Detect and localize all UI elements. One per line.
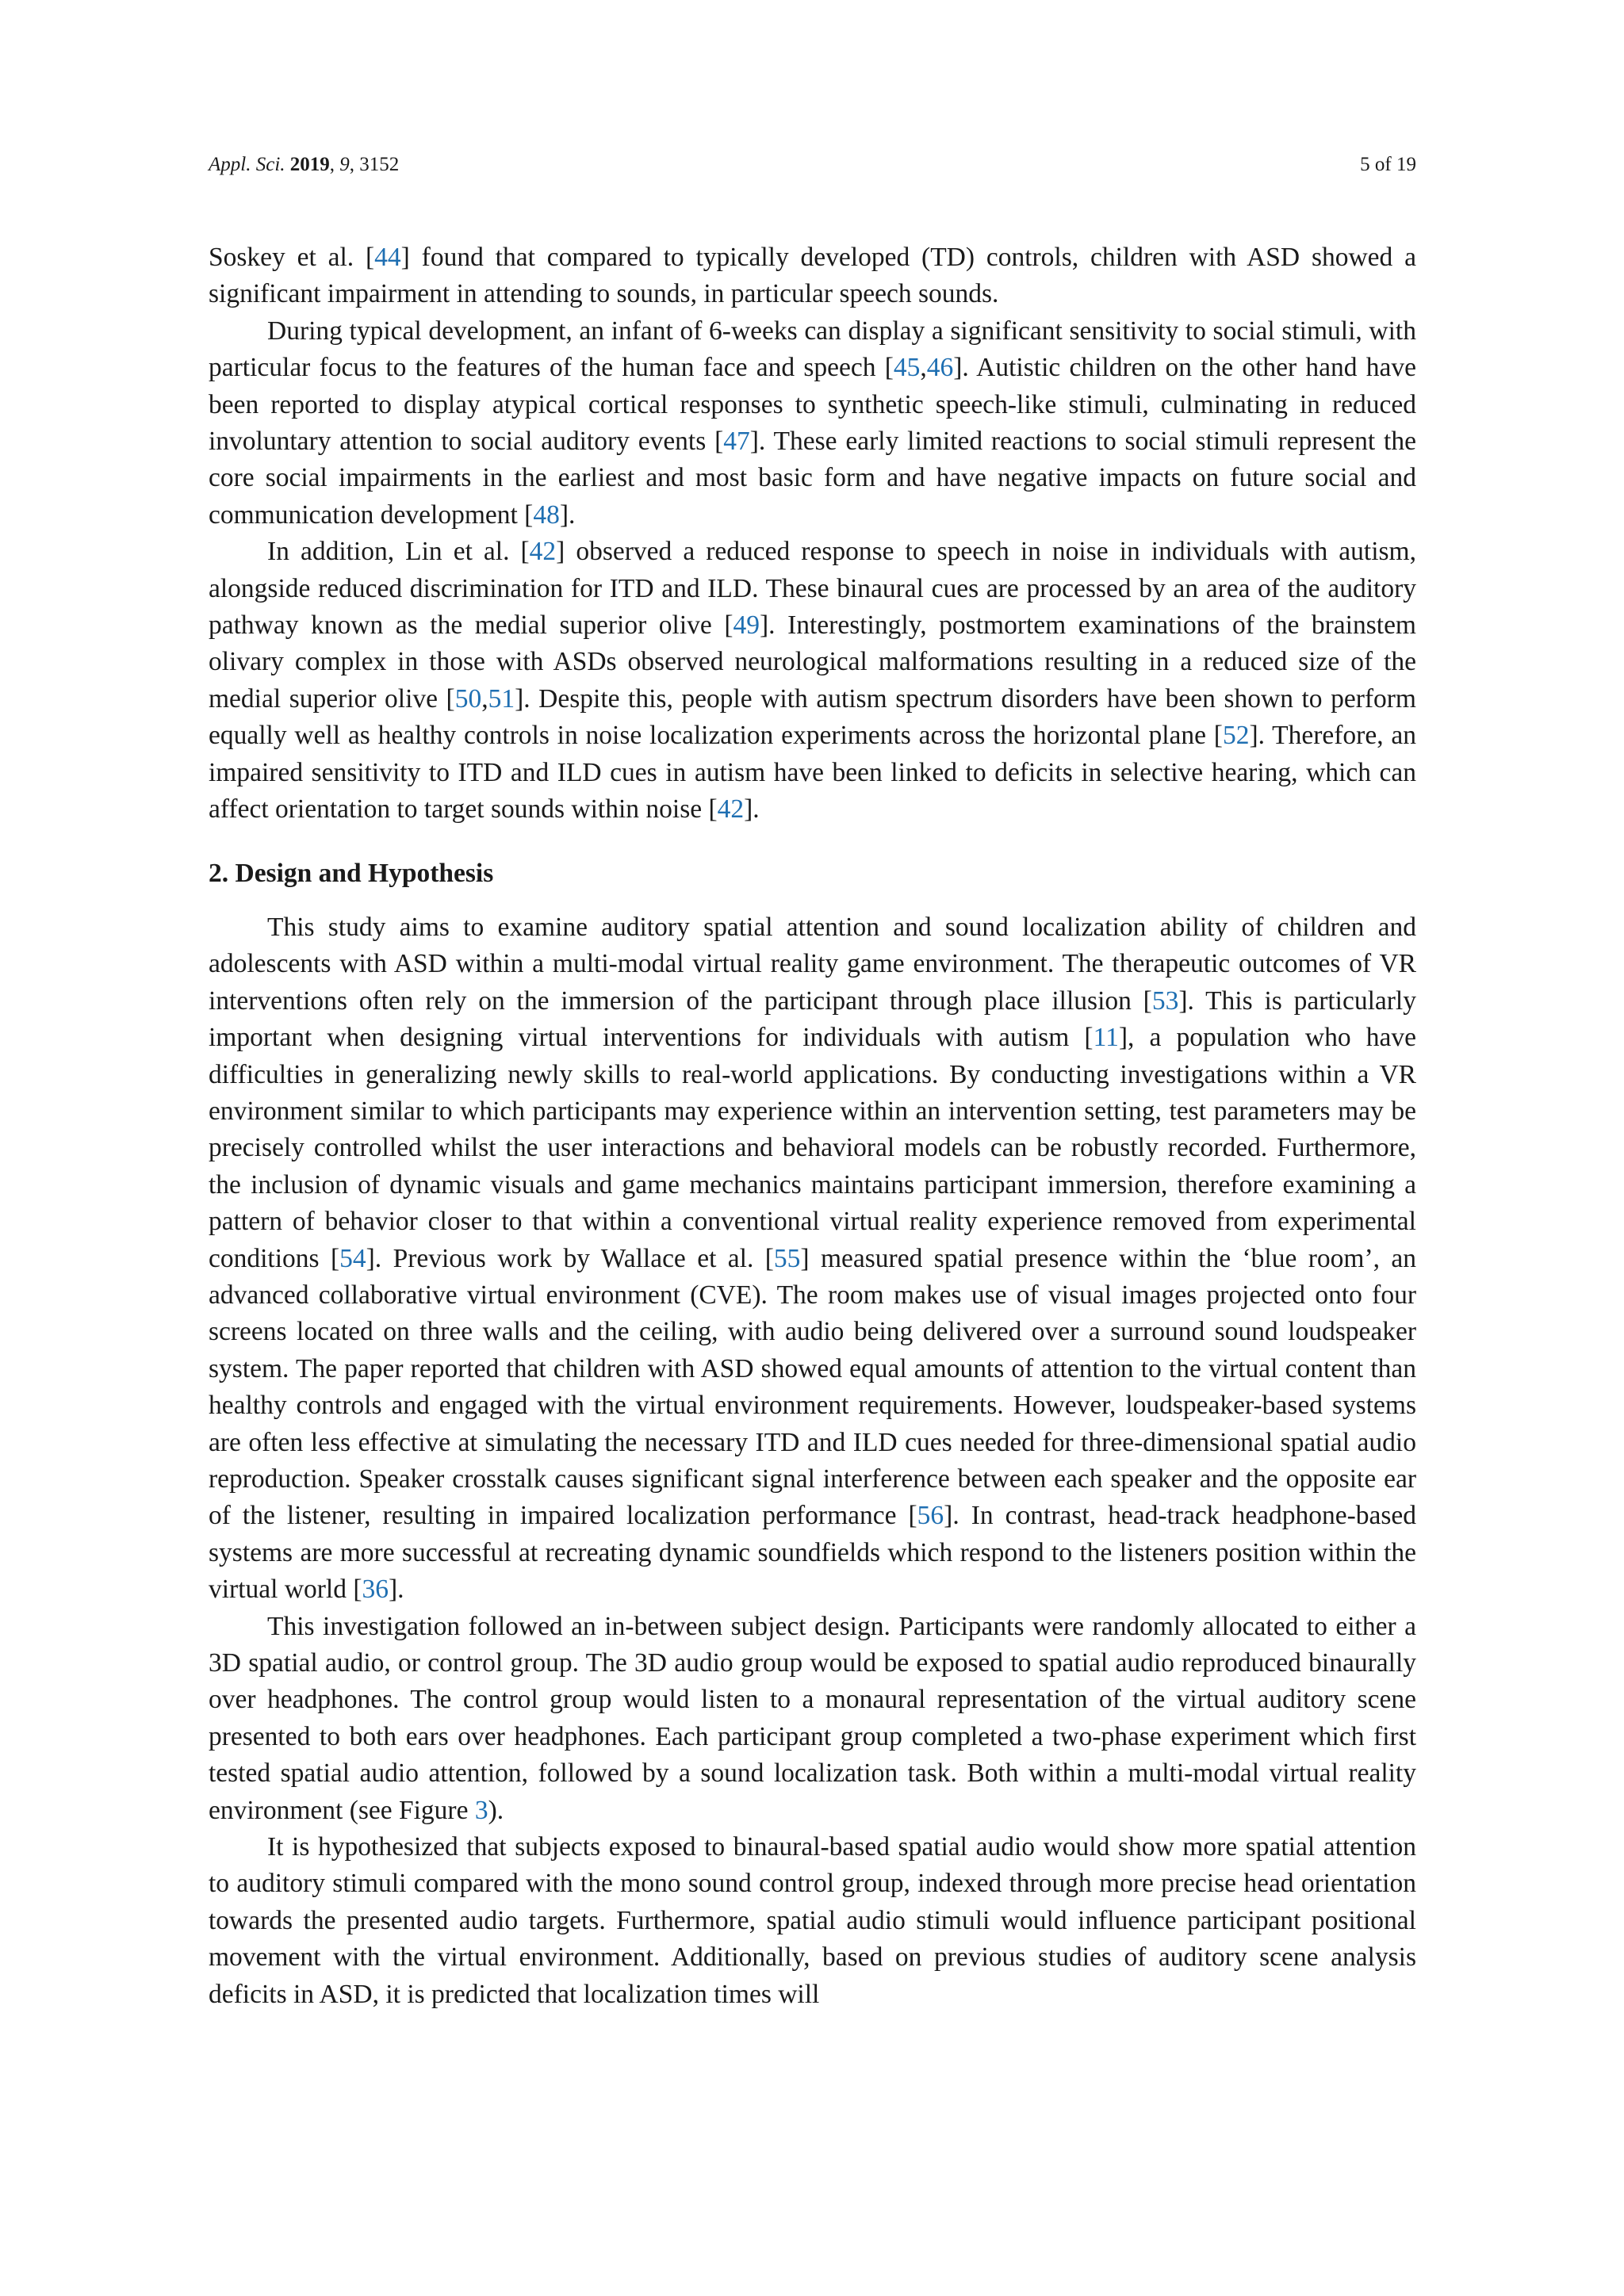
- body-text: [209, 239, 1416, 2013]
- journal-year: 2019: [289, 154, 330, 175]
- citation-link[interactable]: 44: [374, 243, 401, 272]
- paragraph-text: During typical development, an infant of 6-weeks can display a significant sensitivity to social stimuli, with particular focus to the features of the human face and speech [: [209, 316, 1416, 383]
- paragraph-text: ]. Therefore, an impaired sensitivity to ITD and ILD cues in autism have been linked to deficits in selective hearing, which can affect orientation to target sounds within noise [: [209, 721, 1416, 825]
- paragraph-text: ,: [481, 683, 488, 714]
- journal-abbrev: Appl. Sci.: [209, 154, 285, 175]
- paragraph-text: This investigation followed an in-between subject design. Participants were randomly allocated to either a 3D spatial audio, or control group. The 3D audio group would be exposed to spatial audio reproduced binaurally over headphones. The control group would listen to a monaural representation of the virtual auditory scene presented to both ears over headphones. Each participant group completed a two-phase experiment which first tested spatial audio attention, followed by a sound localization task. Both within a multi-modal virtual reality environment (see Figure: [209, 1611, 1416, 1825]
- paragraph-text: ).: [488, 1795, 504, 1825]
- citation-link[interactable]: 55: [773, 1243, 801, 1273]
- paragraph-text: ]. In contrast, head-track headphone-based systems are more successful at recreating dynamic soundfields which respond to the listeners position within the virtual world [: [209, 1501, 1416, 1605]
- paragraph: [209, 909, 1416, 1609]
- section-title: 2. Design and Hypothesis: [209, 858, 494, 888]
- paragraph-text: ] measured spatial presence within the ‘blue room’, an advanced collaborative virtual environment (CVE). The room makes use of visual images projected onto four screens located on three walls and the ceiling, with audio being delivered over a surround sound loudspeaker system. The paper reported that children with ASD showed equal amounts of attention to the virtual content than healthy controls and engaged with the virtual environment requirements. However, loudspeaker-based systems are often less effective at simulating the necessary ITD and ILD cues needed for three-dimensional spatial audio reproduction. Speaker crosstalk causes significant signal interference between each speaker and the opposite ear of the listener, resulting in impaired localization performance [: [209, 1243, 1416, 1531]
- article-number: 3152: [359, 154, 400, 175]
- intro-paragraphs: [209, 239, 1416, 828]
- paragraph-text: ].: [559, 499, 576, 530]
- citation-link[interactable]: 53: [1151, 985, 1179, 1016]
- paragraph-text: ] observed a reduced response to speech in noise in individuals with autism, alongside reduced discrimination for ITD and ILD. These binaural cues are processed by an area of the auditory pathway known as the medial superior olive [: [209, 537, 1416, 641]
- page-number: 5 of 19: [1360, 154, 1416, 175]
- section-paragraphs: [209, 909, 1416, 2013]
- paragraph-text: ] found that compared to typically developed (TD) controls, children with ASD showed a significant impairment in attending to sounds, in particular speech sounds.: [209, 243, 1416, 309]
- paragraph-text: ]. This is particularly important when designing virtual interventions for individuals with autism [: [209, 985, 1416, 1053]
- citation-link[interactable]: 46: [926, 353, 954, 383]
- paragraph-text: Soskey et al. [: [209, 243, 375, 272]
- paragraph-text: ].: [744, 794, 760, 825]
- journal-volume: 9: [339, 154, 350, 175]
- paragraph-text: ]. These early limited reactions to social stimuli represent the core social impairments in the earliest and most basic form and have negative impacts on future social and communication development [: [209, 427, 1416, 530]
- citation-link[interactable]: 49: [733, 610, 760, 641]
- paragraph-text: ]. Previous work by Wallace et al. [: [366, 1243, 774, 1273]
- paragraph-text: ].: [389, 1575, 404, 1605]
- citation-link[interactable]: 50: [454, 683, 482, 714]
- citation-link[interactable]: 3: [474, 1795, 488, 1825]
- paragraph-text: It is hypothesized that subjects exposed to binaural-based spatial audio would show more spatial attention to auditory stimuli compared with the mono sound control group, indexed through more precise head orientation towards the presented audio targets. Furthermore, spatial audio stimuli would influence participant positional movement with the virtual environment. Additionally, based on previous studies of auditory scene analysis deficits in ASD, it is predicted that localization times will: [209, 1832, 1416, 2009]
- citation-link[interactable]: 42: [717, 794, 745, 825]
- citation-link[interactable]: 51: [488, 683, 515, 714]
- paragraph-text: ,: [920, 353, 927, 383]
- citation-link[interactable]: 45: [893, 353, 921, 383]
- citation-link[interactable]: 36: [362, 1575, 389, 1605]
- paragraph-text: ]. Interestingly, postmortem examinations of the brainstem olivary complex in those with ASDs observed neurological malformations resulting in a reduced size of the medial superior olive [: [209, 610, 1416, 714]
- paragraph-text: ], a population who have difficulties in generalizing newly skills to real-world applications. By conducting investigations within a VR environment similar to which participants may experience within an intervention setting, test parameters may be precisely controlled whilst the user interactions and behavioral models can be robustly recorded. Furthermore, the inclusion of dynamic visuals and game mechanics maintains participant immersion, therefore examining a pattern of behavior closer to that within a conventional virtual reality experience removed from experimental conditions [: [209, 1023, 1416, 1273]
- paragraph: [209, 1829, 1416, 2013]
- journal-citation: Appl. Sci. 2019, 9, 3152: [209, 154, 400, 175]
- paragraph-text: This study aims to examine auditory spatial attention and sound localization ability of children and adolescents with ASD within a multi-modal virtual reality game environment. The therapeutic outcomes of VR interventions often rely on the immersion of the participant through place illusion [: [209, 912, 1416, 1016]
- citation-link[interactable]: 42: [529, 537, 557, 567]
- citation-link[interactable]: 11: [1093, 1023, 1119, 1053]
- paragraph: [209, 313, 1416, 534]
- citation-link[interactable]: 48: [533, 499, 560, 530]
- citation-link[interactable]: 54: [339, 1243, 366, 1273]
- citation-link[interactable]: 56: [917, 1501, 944, 1531]
- paragraph: [209, 534, 1416, 828]
- paragraph-text: ]. Autistic children on the other hand have been reported to display atypical cortical responses to synthetic speech-like stimuli, culminating in reduced involuntary attention to social auditory events [: [209, 353, 1416, 457]
- paragraph: [209, 239, 1416, 313]
- paragraph-text: ]. Despite this, people with autism spectrum disorders have been shown to perform equally well as healthy controls in noise localization experiments across the horizontal plane [: [209, 683, 1416, 751]
- paragraph: [209, 1609, 1416, 1829]
- running-header: [209, 151, 1416, 179]
- paper-page: [209, 0, 1416, 2296]
- paragraph-text: In addition, Lin et al. [: [267, 537, 530, 567]
- citation-link[interactable]: 52: [1222, 721, 1250, 751]
- citation-link[interactable]: 47: [723, 427, 750, 457]
